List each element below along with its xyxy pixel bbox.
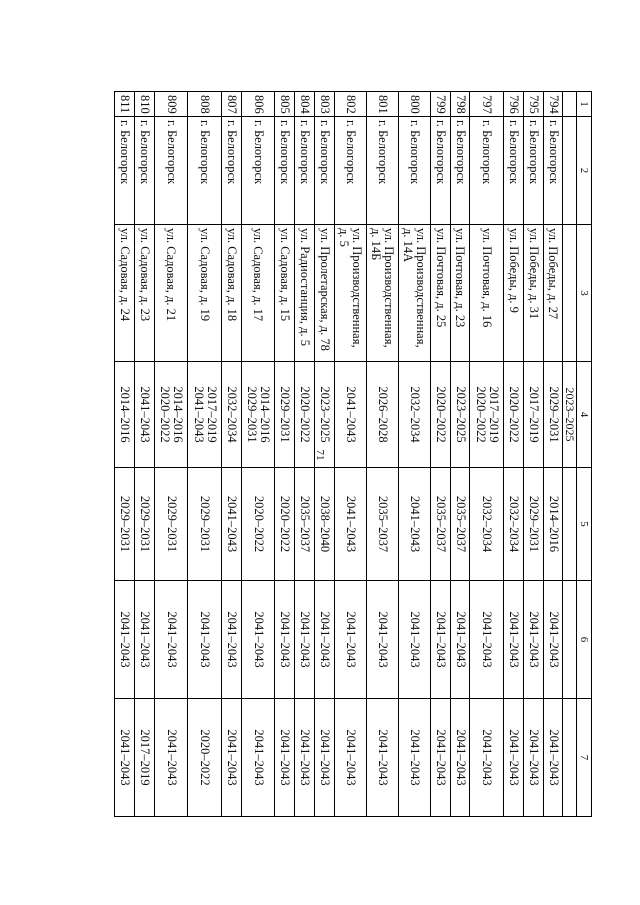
address-cell	[222, 225, 242, 362]
period-col-4	[366, 362, 398, 468]
city-cell: г. Белогорск	[154, 117, 188, 225]
address-cell	[154, 225, 188, 362]
period-col-4	[314, 362, 334, 468]
city-cell: г. Белогорск	[366, 117, 398, 225]
table-row	[314, 92, 334, 817]
period-col-6: 2041–2043	[222, 581, 242, 699]
table-row	[431, 92, 451, 817]
period-col-5: 2035–2037	[295, 468, 315, 581]
row-number: 807	[222, 92, 242, 117]
address-cell	[504, 225, 524, 362]
row-number: 797	[470, 92, 504, 117]
period-col-6: 2041–2043	[398, 581, 430, 699]
address-cell	[450, 225, 470, 362]
city-cell: г. Белогорск	[222, 117, 242, 225]
header-col-1: 1	[577, 92, 592, 117]
address-line: ул. Садовая, д. 15	[278, 228, 293, 322]
city-cell: г. Белогорск	[188, 117, 222, 225]
period-col-6: 2041–2043	[188, 581, 222, 699]
header-col-3: 3	[577, 225, 592, 362]
period-col-4	[470, 362, 504, 468]
period-line: 2017–2019	[486, 386, 501, 443]
period-col-5: 2029–2031	[523, 468, 543, 581]
city-cell: г. Белогорск	[470, 117, 504, 225]
row-number: 811	[115, 92, 135, 117]
period-line: 2029–2031	[546, 386, 561, 443]
period-line: 2017–2019	[526, 386, 541, 443]
period-col-4	[431, 362, 451, 468]
city-cell: г. Белогорск	[275, 117, 295, 225]
address-line: ул. Садовая, д. 23	[137, 228, 152, 322]
period-col-4	[134, 362, 154, 468]
period-col-6: 2041–2043	[154, 581, 188, 699]
period-line: 2014–2016	[258, 386, 273, 443]
period-col-7: 2041–2043	[334, 699, 366, 817]
period-col-4	[504, 362, 524, 468]
header-col-2: 2	[577, 117, 592, 225]
period-col-6: 2041–2043	[275, 581, 295, 699]
city-cell: г. Белогорск	[504, 117, 524, 225]
period-line: 2017–2019	[204, 386, 219, 443]
table-row	[188, 92, 222, 817]
row-number: 804	[295, 92, 315, 117]
period-line: 2026–2028	[375, 386, 390, 443]
period-col-5: 2035–2037	[366, 468, 398, 581]
address-cell	[275, 225, 295, 362]
row-number: 800	[398, 92, 430, 117]
period-line: 2029–2031	[245, 386, 260, 443]
city-cell: г. Белогорск	[314, 117, 334, 225]
address-line: ул. Пролетарская, д. 78	[317, 228, 332, 351]
period-line: 2020–2022	[433, 386, 448, 443]
table-row	[334, 92, 366, 817]
row-number: 798	[450, 92, 470, 117]
table-row	[523, 92, 543, 817]
address-cell	[523, 225, 543, 362]
period-col-7: 2041–2043	[523, 699, 543, 817]
period-line: 2041–2043	[191, 386, 206, 443]
period-line: 2014–2016	[118, 386, 133, 443]
row-number: 795	[523, 92, 543, 117]
row-number: 801	[366, 92, 398, 117]
table-row	[154, 92, 188, 817]
address-line: ул. Производственная,	[349, 228, 364, 348]
period-col-7: 2020–2022	[188, 699, 222, 817]
period-col-7: 2041–2043	[295, 699, 315, 817]
address-cell	[241, 225, 275, 362]
row-number: 802	[334, 92, 366, 117]
address-line: ул. Садовая, д. 17	[251, 228, 266, 322]
period-col-5: 2041–2043	[222, 468, 242, 581]
period-col-7: 2041–2043	[275, 699, 295, 817]
period-col-5: 2020–2022	[241, 468, 275, 581]
table-row	[543, 92, 563, 817]
period-col-4	[523, 362, 543, 468]
period-col-7: 2041–2043	[398, 699, 430, 817]
header-col-5: 5	[577, 468, 592, 581]
table-row	[504, 92, 524, 817]
period-col-4	[450, 362, 470, 468]
period-col-6: 2041–2043	[366, 581, 398, 699]
header-col-4: 4	[577, 362, 592, 468]
row-number: 809	[154, 92, 188, 117]
period-col-6: 2041–2043	[295, 581, 315, 699]
address-cell	[188, 225, 222, 362]
city-cell: г. Белогорск	[431, 117, 451, 225]
period-col-5: 2038–2040	[314, 468, 334, 581]
period-col-6: 2041–2043	[314, 581, 334, 699]
period-col-7: 2041–2043	[504, 699, 524, 817]
address-line: ул. Победы, д. 31	[526, 228, 541, 320]
repair-schedule-table	[114, 91, 592, 817]
period-col-7: 2041–2043	[543, 699, 563, 817]
address-line: д. 14А	[401, 228, 416, 263]
period-col-5: 2041–2043	[334, 468, 366, 581]
row-number: 799	[431, 92, 451, 117]
table-row	[115, 92, 135, 817]
row-number: 803	[314, 92, 334, 117]
period-col-7: 2041–2043	[222, 699, 242, 817]
city-cell: г. Белогорск	[134, 117, 154, 225]
period-line: 2014–2016	[171, 386, 186, 443]
city-cell: г. Белогорск	[334, 117, 366, 225]
period-col-7: 2041–2043	[154, 699, 188, 817]
address-line: ул. Победы, д. 27	[546, 228, 561, 320]
address-cell	[366, 225, 398, 362]
row-number: 808	[188, 92, 222, 117]
address-line: ул. Победы, д. 9	[506, 228, 521, 313]
table-row	[366, 92, 398, 817]
table-row	[450, 92, 470, 817]
address-line: д. 14Б	[369, 228, 384, 261]
period-col-4	[275, 362, 295, 468]
period-col-7: 2041–2043	[314, 699, 334, 817]
address-cell	[314, 225, 334, 362]
period-col-7: 2041–2043	[450, 699, 470, 817]
period-line: 2041–2043	[343, 386, 358, 443]
period-col-5: 2014–2016	[543, 468, 563, 581]
city-cell: г. Белогорск	[295, 117, 315, 225]
row-number: 810	[134, 92, 154, 117]
period-col-5: 2035–2037	[450, 468, 470, 581]
address-line: ул. Садовая, д. 24	[117, 228, 132, 322]
period-line: 2029–2031	[278, 386, 293, 443]
address-line: д. 5	[337, 228, 352, 247]
period-col-6: 2041–2043	[334, 581, 366, 699]
period-col-6: 2041–2043	[450, 581, 470, 699]
period-col-7: 2041–2043	[470, 699, 504, 817]
period-col-5: 2032–2034	[470, 468, 504, 581]
address-line: ул. Почтовая, д. 23	[453, 228, 468, 328]
table-row	[241, 92, 275, 817]
address-cell	[431, 225, 451, 362]
header-row	[577, 92, 592, 817]
period-line: 2020–2022	[158, 386, 173, 443]
address-line: ул. Садовая, д. 19	[197, 228, 212, 322]
period-col-7: 2041–2043	[115, 699, 135, 817]
row-number: 794	[543, 92, 563, 117]
address-line: ул. Производственная,	[413, 228, 428, 348]
period-col-6: 2041–2043	[115, 581, 135, 699]
period-col-4	[398, 362, 430, 468]
period-col-5: 2041–2043	[398, 468, 430, 581]
period-line: 2032–2034	[224, 386, 239, 443]
rotated-table-container	[112, 91, 592, 816]
address-cell	[115, 225, 135, 362]
period-col-5: 2029–2031	[188, 468, 222, 581]
header-col-6: 6	[577, 581, 592, 699]
period-col-7: 2017–2019	[134, 699, 154, 817]
period-col-4	[241, 362, 275, 468]
period-col-7: 2041–2043	[431, 699, 451, 817]
address-cell	[134, 225, 154, 362]
period-col-5: 2029–2031	[154, 468, 188, 581]
period-col-6: 2041–2043	[470, 581, 504, 699]
period-col-4	[188, 362, 222, 468]
city-cell: г. Белогорск	[543, 117, 563, 225]
address-line: ул. Садовая, д. 18	[224, 228, 239, 322]
period-col-4	[295, 362, 315, 468]
table-row	[470, 92, 504, 817]
period-col-6: 2041–2043	[241, 581, 275, 699]
header-col-7: 7	[577, 699, 592, 817]
period-col-6: 2041–2043	[543, 581, 563, 699]
table-row	[398, 92, 430, 817]
address-line: ул. Радиостанция, д. 5	[297, 228, 312, 346]
period-col-5: 2029–2031	[115, 468, 135, 581]
row-number: 796	[504, 92, 524, 117]
address-line: ул. Почтовая, д. 16	[480, 228, 495, 328]
period-col-6: 2041–2043	[134, 581, 154, 699]
period-line: 2020–2022	[507, 386, 522, 443]
city-cell: г. Белогорск	[115, 117, 135, 225]
table-row	[295, 92, 315, 817]
address-cell	[543, 225, 563, 362]
city-cell: г. Белогорск	[450, 117, 470, 225]
address-cell	[398, 225, 430, 362]
period-col-7: 2041–2043	[241, 699, 275, 817]
period-col-7: 2041–2043	[366, 699, 398, 817]
address-cell	[295, 225, 315, 362]
period-col-6: 2041–2043	[523, 581, 543, 699]
address-cell	[334, 225, 366, 362]
city-cell: г. Белогорск	[523, 117, 543, 225]
table-row	[134, 92, 154, 817]
period-col-4	[115, 362, 135, 468]
period-col-4	[334, 362, 366, 468]
continuation-period: 2023–2025	[563, 362, 577, 468]
page-number: 71	[314, 449, 326, 461]
address-line: ул. Почтовая, д. 25	[433, 228, 448, 328]
period-col-4	[222, 362, 242, 468]
period-col-5: 2035–2037	[431, 468, 451, 581]
period-line: 2023–2025	[453, 386, 468, 443]
address-cell	[470, 225, 504, 362]
period-line: 2041–2043	[137, 386, 152, 443]
continuation-row	[563, 92, 577, 817]
address-line: ул. Садовая, д. 21	[164, 228, 179, 322]
address-line: ул. Производственная,	[381, 228, 396, 348]
period-col-4	[543, 362, 563, 468]
period-col-5: 2032–2034	[504, 468, 524, 581]
period-col-6: 2041–2043	[431, 581, 451, 699]
row-number: 805	[275, 92, 295, 117]
period-line: 2020–2022	[473, 386, 488, 443]
period-line: 2023–2025	[317, 386, 332, 443]
row-number: 806	[241, 92, 275, 117]
period-line: 2020–2022	[298, 386, 313, 443]
period-col-5: 2020–2022	[275, 468, 295, 581]
period-line: 2032–2034	[408, 386, 423, 443]
period-col-4	[154, 362, 188, 468]
period-col-6: 2041–2043	[504, 581, 524, 699]
table-row	[222, 92, 242, 817]
table-row	[275, 92, 295, 817]
city-cell: г. Белогорск	[241, 117, 275, 225]
city-cell: г. Белогорск	[398, 117, 430, 225]
period-col-5: 2029–2031	[134, 468, 154, 581]
